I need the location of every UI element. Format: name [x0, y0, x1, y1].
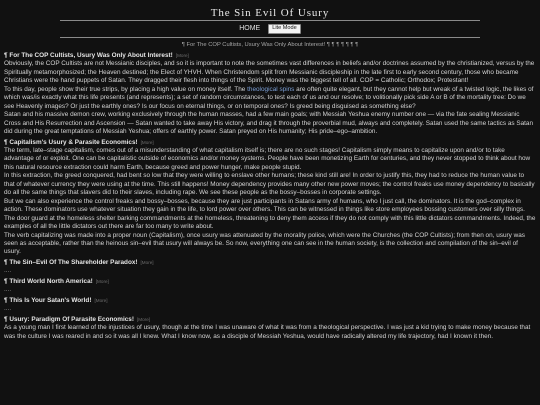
main-content: [0, 52, 540, 341]
more-link[interactable]: [More]: [140, 259, 154, 265]
paragraph: [4, 86, 536, 111]
more-link[interactable]: [More]: [140, 139, 154, 145]
lite-mode-button[interactable]: Lite Mode: [268, 24, 301, 34]
paragraph: Satan and his massive demon crew, working exclusively through the human masses, had a few main goals; with Messiah Yeshua enemy number one — via the fate sealing Messianic Cross and His Resurrection and Ascension — Satan wanted to take away His victory, and drag it through the proverbial mud, always and completely. Satan used the same tactics as Satan did during the great temptations of Messiah Yeshua; offers of earthly power. Satan preyed on His humanity; His pride–ego–ambition.: [4, 111, 534, 136]
paragraph: Obviously, the COP Cultists are not Messianic disciples, and so it is important to note the sometimes vast differences in beliefs and/or doctrines assumed by the christianized, versus by the Spiritually metamorphosized; the Heaven destined; the Elect of YHVH. When Christendom split from Messianic discipleship in the late first to early second century, those who became Christians were the hand puppets of Satan. They dragged their flesh into things of the Spirit. Money was the biggest tell of all. COP = Catholic; Orthodox; Protestant!: [4, 60, 535, 85]
home-link[interactable]: HOME: [239, 25, 261, 33]
section-ellipsis: ....: [4, 286, 12, 294]
section-heading[interactable]: [4, 139, 536, 147]
section-heading-text[interactable]: ¶ This Is Your Satan's World!: [4, 296, 92, 304]
more-link[interactable]: [More]: [175, 53, 189, 58]
section-heading[interactable]: [4, 259, 536, 267]
nav-divider: [60, 37, 480, 38]
top-nav: [0, 21, 540, 37]
paragraph: As a young man I first learned of the injustices of usury, though at the time I was unaware of what it was from a theological perspective. I was just a kid trying to make money because that was the culture I was reared in and so it was all I knew. What I know now, as a disciple of Messiah Yeshua, would have radically altered my life trajectory, had I known it then.: [4, 324, 531, 340]
more-link[interactable]: [More]: [137, 316, 151, 322]
paragraph-text: are often quite elegant, but they cannot help but wreak of a twisted logic, the likes of which was/is exactly what this life presents (and represents); a set of random circumstances, to test each of us and our resolve; to volitionally pick side A or B of the mortality tree: Do we see Heavenly images? Or just the earthly ones? Is our focus on eternal things, or on temporal ones? Is greed being disguised as something else?: [4, 85, 534, 110]
breadcrumb[interactable]: ¶ For The COP Cultists, Usury Was Only About Interest! ¶ ¶ ¶ ¶ ¶ ¶ ¶: [181, 42, 359, 48]
section-heading[interactable]: [4, 52, 536, 60]
section-heading-text[interactable]: ¶ Capitalism's Usury & Parasite Economics!: [4, 138, 138, 146]
section-heading[interactable]: [4, 316, 536, 324]
more-link[interactable]: [More]: [94, 297, 108, 303]
site-title: The Sin Evil Of Usury: [210, 7, 330, 19]
theological-spins-link[interactable]: theological spins: [247, 85, 295, 93]
section-heading[interactable]: [4, 297, 536, 305]
paragraph-text: To this day, people show their true strips, by placing a high value on money itself. The: [4, 85, 248, 93]
section-ellipsis: ....: [4, 267, 12, 275]
section-heading[interactable]: [4, 278, 536, 286]
section-heading-text[interactable]: ¶ The Sin–Evil Of The Shareholder Paradox!: [4, 258, 138, 266]
section-heading-text[interactable]: ¶ Third World North America!: [4, 277, 93, 285]
section-heading-text[interactable]: ¶ Usury: Paradigm Of Parasite Economics!: [4, 315, 134, 323]
section-heading-text[interactable]: ¶ For The COP Cultists, Usury Was Only About Interest!: [4, 52, 173, 59]
paragraph: In this extraction, the greed conquered, had bent so low that they were willing to enslave other humans; these kind still are! In order to justify this, they had to reduce the human value to that of whatever currency they were using at the time. This still happens! Money dependency provides many other new power moves; the control freaks use money dependency to basically do all the same things that slavers did to their slaves, including rape. We see these people as the bossy–bosses in corporate settings.: [4, 172, 535, 197]
paragraph: But we can also experience the control freaks and bossy–bosses, because they are just participants in Satans army of humans, who I just call, the dominators. It is the god–complex in action. These dominators use whatever situation they gain in the life, to lord power over others. This can be witnessed in things like store employees bossing customers over silly things. The door guard at the homeless shelter barking commandments at the homeless, threatening to deny them access if they do not comply with this little dictators commandments. Indeed, the examples of all the little dictators out there are far too many to write about.: [4, 197, 536, 231]
section-ellipsis: ....: [4, 305, 12, 313]
more-link[interactable]: [More]: [95, 278, 109, 284]
paragraph: The term, late–stage capitalism, comes out of a misunderstanding of what capitalism itself is; there are no such stages! Capitalism simply means to capitalize upon and/or to take advantage of or exploit. One can be capitalistic outside of economics and/or money systems. People have been monetizing Earth for centuries, and they never stopped to think about how this natural resource extraction could harm Earth, because greed and power hunger, make people stupid.: [4, 146, 531, 171]
paragraph: The verb capitalizing was made into a proper noun (Capitalism), once usury was attenuated by the morality police, which were the Churches (the COP Cultists); from then on, usury was seen as acceptable, rather than the heinous sin–evil that usury will always be. So now, everything one can see in the human society, is the collection and compilation of the sin–evil of usury.: [4, 231, 525, 256]
